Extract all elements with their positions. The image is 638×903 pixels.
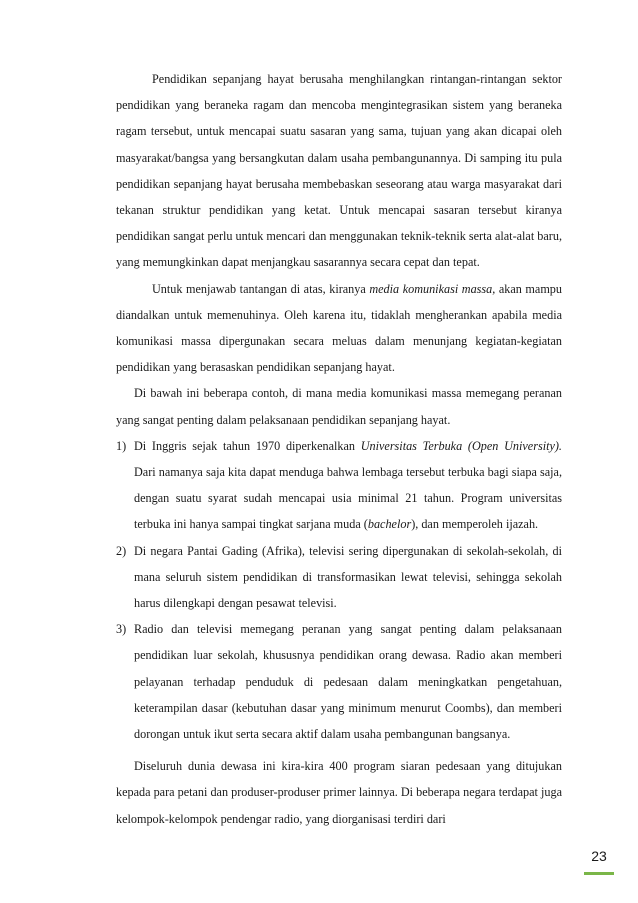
list-item-text: Radio dan televisi memegang peranan yang sangat penting dalam pelaksanaan pendidikan luar sekolah, khususnya pendidikan orang dewasa. Radio akan memberi pelayanan terhadap penduduk di pedesaan dalam meningkatkan pengetahuan, keterampilan dasar (kebutuhan dasar yang minimum menurut Coombs), dan memberi dorongan untuk ikut serta secara aktif dalam usaha pembangunan bangsanya. xyxy=(134,622,562,742)
paragraph-lifelong-education: Pendidikan sepanjang hayat berusaha menghilangkan rintangan-rintangan sektor pendidikan yang beraneka ragam dan mencoba mengintegrasikan sistem yang beraneka ragam tersebut, untuk mencapai suatu sasaran yang sama, tujuan yang akan dicapai oleh masyarakat/bangsa yang bersangkutan dalam usaha pembangunannya. Di samping itu pula pendidikan sepanjang hayat berusaha membebaskan seseorang atau warga masyarakat dari tekanan struktur pendidikan yang ketat. Untuk mencapai sasaran tersebut kiranya pendidikan sangat perlu untuk mencari dan menggunakan teknik-teknik serta alat-alat baru, yang memungkinkan dapat menjangkau sasarannya secara cepat dan tepat. xyxy=(116,72,562,270)
page-number-accent-bar xyxy=(584,872,614,875)
examples-list xyxy=(116,433,562,747)
list-item-text: Di negara Pantai Gading (Afrika), televisi sering dipergunakan di sekolah-sekolah, di mana seluruh sistem pendidikan di transformasikan lewat televisi, sehingga sekolah harus dilengkapi dengan pesawat televisi. xyxy=(134,543,562,611)
list-item-number: 1) xyxy=(116,438,127,453)
emphasis-text: bachelor xyxy=(367,517,412,532)
paragraph-examples-intro: Di bawah ini beberapa contoh, di mana media komunikasi massa memegang peranan yang sangat penting dalam pelaksanaan pendidikan sepanjang hayat. xyxy=(116,386,562,427)
paragraph-text: akan mampu diandalkan untuk memenuhinya. Oleh karena itu, tidaklah mengherankan apabila media komunikasi massa dipergunakan secara meluas dalam menunjang kegiatan-kegiatan pendidikan yang berasaskan pendidikan sepanjang hayat. xyxy=(116,281,562,375)
page-number: 23 xyxy=(591,848,607,864)
paragraph-text: Untuk menjawab tantangan di atas, kiranya xyxy=(152,281,370,296)
list-item-number: 3) xyxy=(116,622,127,637)
list-item xyxy=(116,538,562,617)
list-item-text: Di Inggris sejak tahun 1970 diperkenalkan xyxy=(134,438,361,453)
list-item xyxy=(116,616,562,747)
paragraph-mass-media xyxy=(116,276,562,381)
list-item-text: Dari namanya saja kita dapat menduga bahwa lembaga tersebut terbuka bagi siapa saja, dengan suatu syarat sudah mencapai usia minimal 21 tahun. Program universitas terbuka ini hanya sampai tingkat sarjana muda ( xyxy=(134,465,562,532)
list-item-text: ), dan memperoleh ijazah. xyxy=(411,517,539,532)
emphasis-text: Universitas Terbuka (Open University). xyxy=(360,438,562,453)
page-footer xyxy=(582,847,616,875)
list-item xyxy=(116,433,562,538)
emphasis-text: media komunikasi massa, xyxy=(369,281,496,296)
document-body xyxy=(116,66,562,832)
paragraph-rural-broadcast: Diseluruh dunia dewasa ini kira-kira 400 program siaran pedesaan yang ditujukan kepada para petani dan produser-produser primer lainnya. Di beberapa negara terdapat juga kelompok-kelompok pendengar radio, yang diorganisasi terdiri dari xyxy=(116,759,562,826)
list-item-number: 2) xyxy=(116,543,127,558)
